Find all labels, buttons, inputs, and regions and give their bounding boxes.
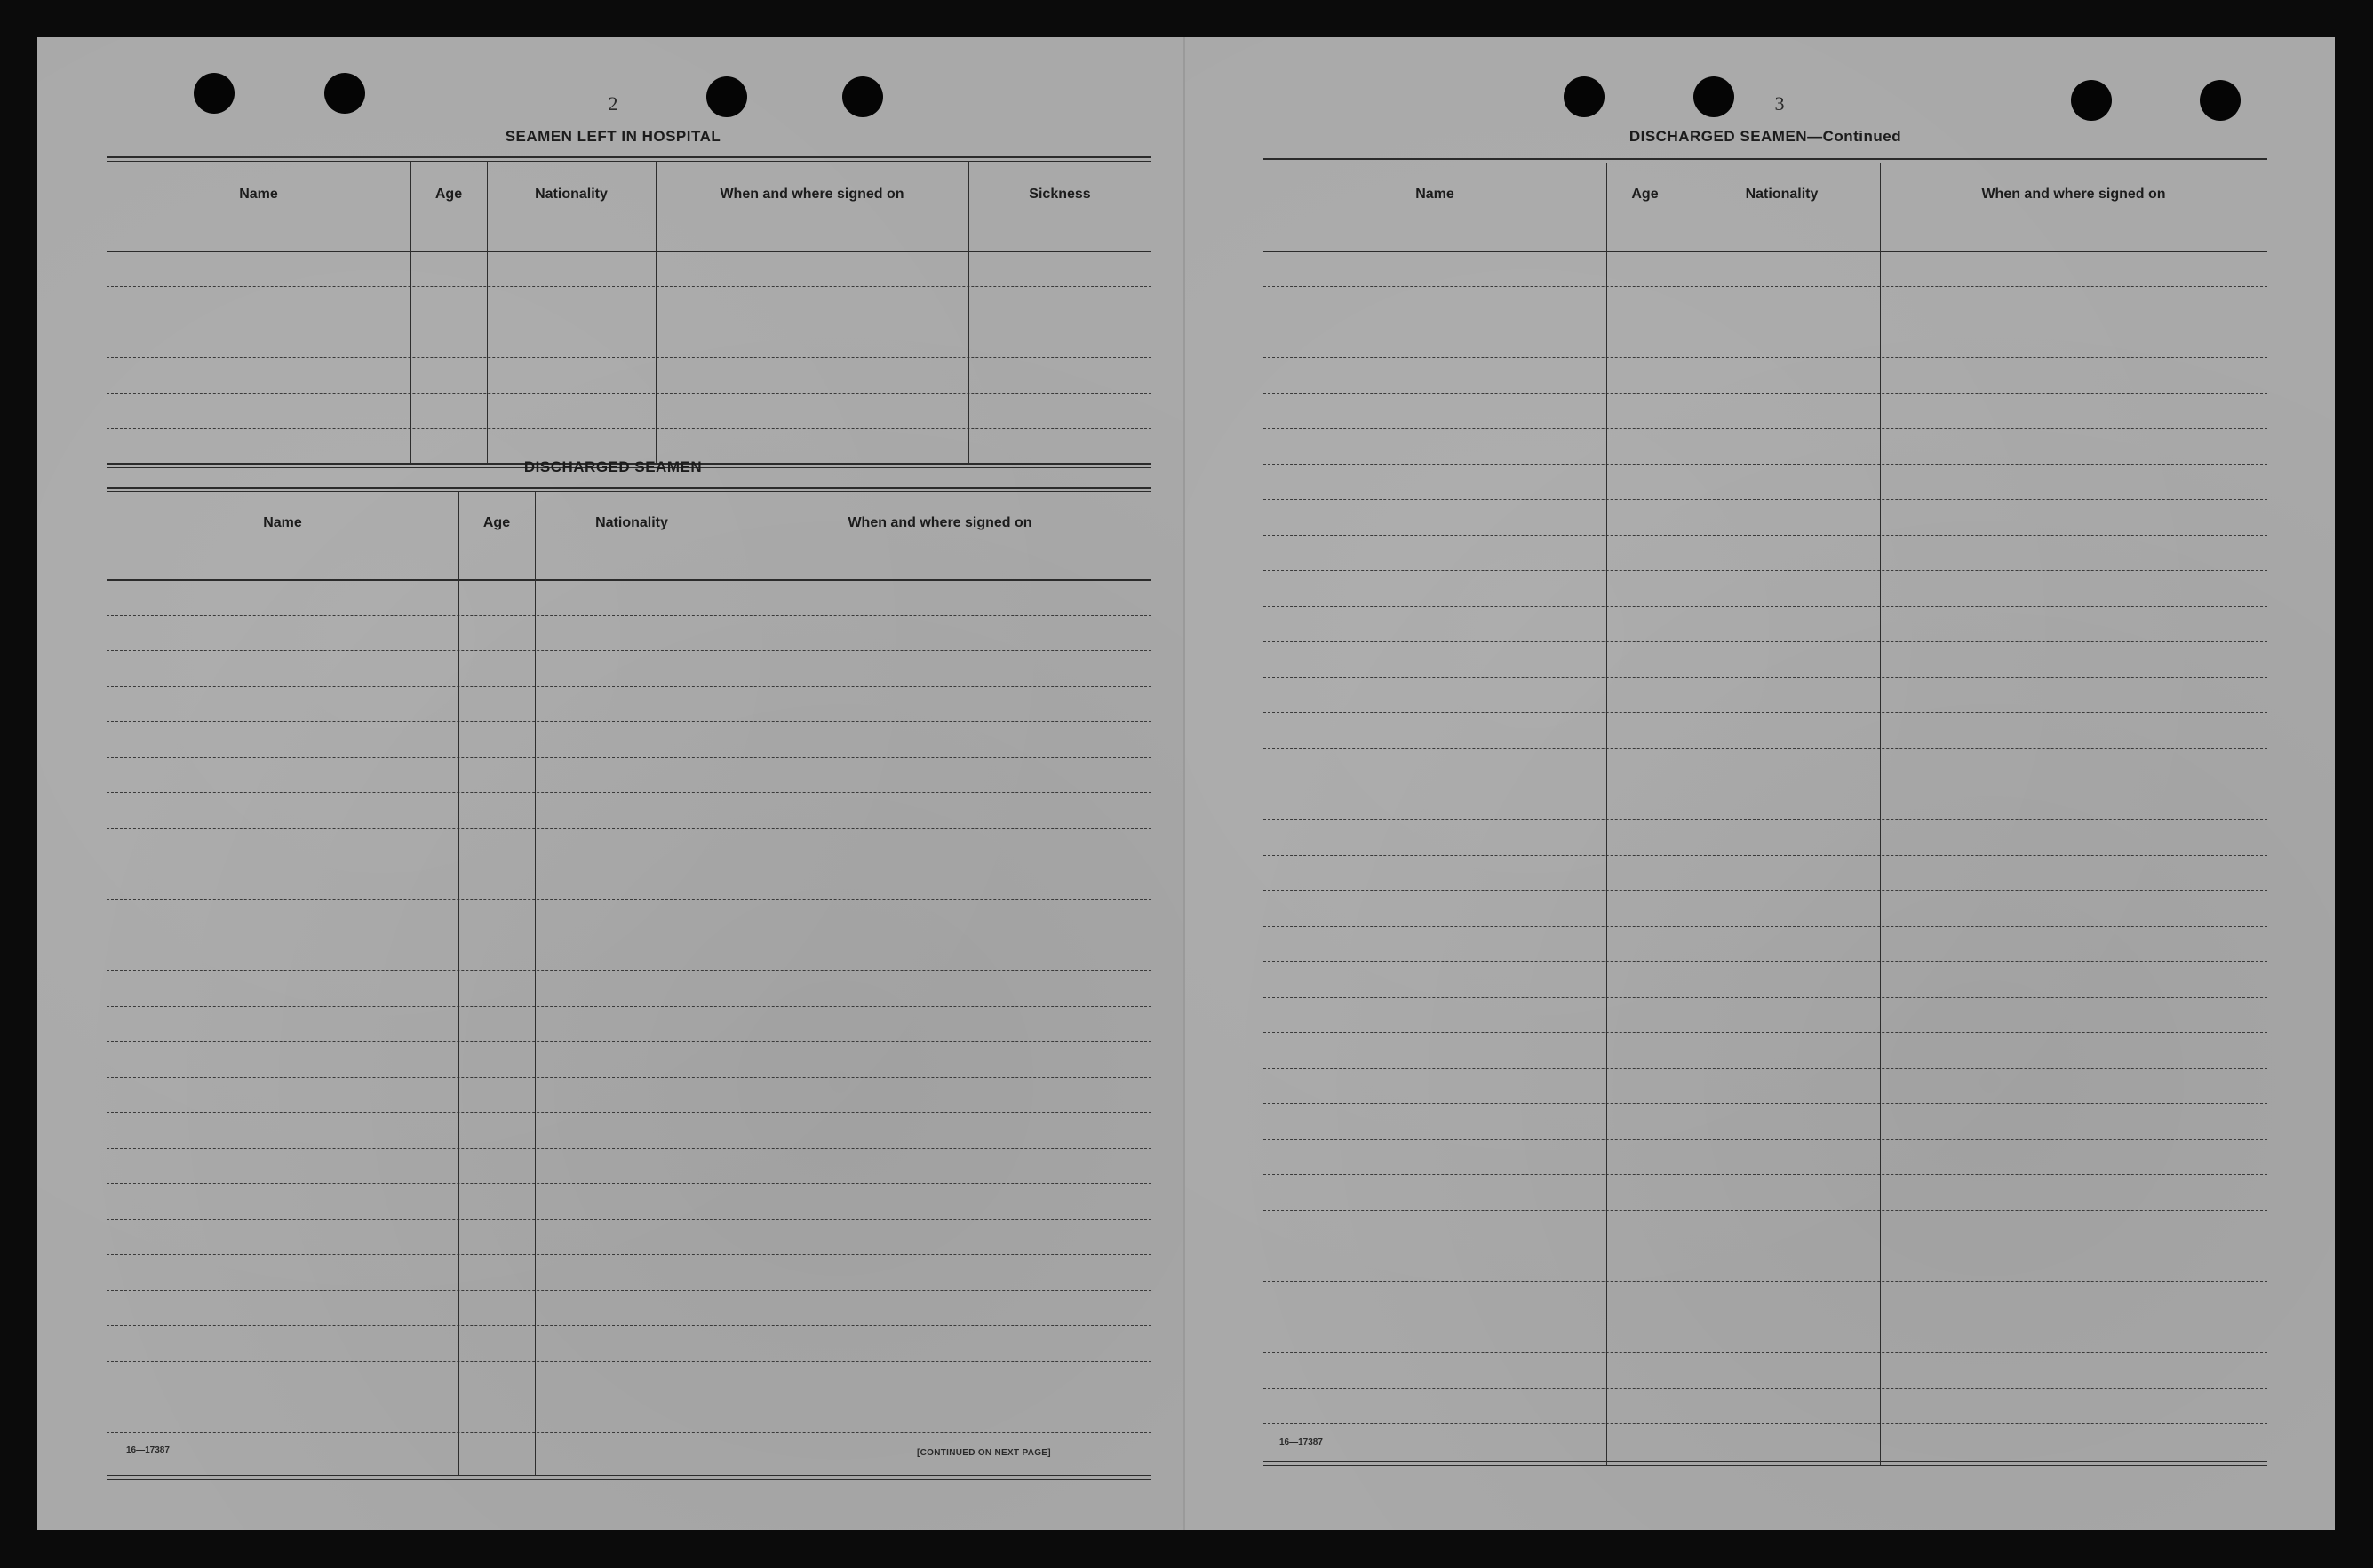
blank-row [1263,1068,2267,1069]
blank-row [107,357,1151,358]
column-header-signed-on: When and where signed on [720,187,904,202]
table-top-rule [107,487,1151,489]
column-header-age: Age [1631,187,1659,202]
left-page [37,37,1185,1530]
blank-row [107,428,1151,429]
form-code: 16—17387 [1279,1437,1323,1447]
column-header-signed-on: When and where signed on [848,515,1032,530]
column-divider [535,492,536,1475]
table-bottom-rule [1263,1461,2267,1462]
blank-row [1263,712,2267,713]
blank-row [1263,1139,2267,1140]
column-header-sickness: Sickness [1029,187,1091,202]
blank-row [107,899,1151,900]
discharged-rows [107,579,1151,1468]
blank-row [107,393,1151,394]
blank-row [1263,535,2267,536]
blank-row [107,970,1151,971]
column-header-nationality: Nationality [535,187,608,202]
blank-row [1263,1032,2267,1033]
punch-hole [842,76,883,117]
blank-row [107,1254,1151,1255]
blank-row [1263,1174,2267,1175]
discharged-section-title: DISCHARGED SEAMEN [523,458,703,475]
punch-hole [194,73,235,114]
punch-hole [1564,76,1605,117]
column-divider [1880,163,1881,1466]
column-header-name: Name [263,515,302,530]
form-code: 16—17387 [126,1445,170,1455]
blank-row [107,1361,1151,1362]
blank-row [107,757,1151,758]
blank-row [1263,677,2267,678]
blank-row [1263,1352,2267,1353]
blank-row [1263,1388,2267,1389]
blank-row [1263,1103,2267,1104]
blank-row [1263,819,2267,820]
continued-note: [CONTINUED ON NEXT PAGE] [917,1448,1051,1458]
table-top-rule [107,156,1151,158]
table-top-rule [107,161,1151,162]
column-divider [968,162,969,463]
blank-row [107,1219,1151,1220]
page-number: 2 [608,92,618,115]
column-divider [458,492,459,1475]
column-divider [410,162,411,463]
blank-row [107,1112,1151,1113]
blank-row [107,721,1151,722]
punch-hole [2071,80,2112,121]
blank-row [1263,641,2267,642]
section-title-suffix: —Continued [1807,128,1902,145]
blank-row [107,792,1151,793]
blank-row [1263,890,2267,891]
blank-row [107,1041,1151,1042]
column-header-age: Age [482,515,511,530]
discharged-continued-title [1263,128,2267,146]
blank-row [1263,357,2267,358]
punch-hole [2200,80,2241,121]
blank-row [107,286,1151,287]
column-divider [487,162,488,463]
blank-row [1263,464,2267,465]
punch-hole [1693,76,1734,117]
punch-hole [706,76,747,117]
blank-row [1263,286,2267,287]
blank-row [107,1183,1151,1184]
column-divider [1606,163,1607,1466]
discharged-table [107,487,1151,1482]
blank-row [1263,1281,2267,1282]
blank-row [107,1148,1151,1149]
blank-row [1263,393,2267,394]
blank-row [1263,748,2267,749]
blank-row [107,686,1151,687]
column-header-age: Age [434,187,463,202]
blank-row [107,1325,1151,1326]
punch-hole [324,73,365,114]
hospital-section-title: SEAMEN LEFT IN HOSPITAL [505,128,721,145]
blank-row [1263,855,2267,856]
column-header-signed-on: When and where signed on [1981,187,2166,202]
table-bottom-rule [107,1479,1151,1480]
column-divider [656,162,657,463]
discharged-continued-table [1263,158,2267,1473]
blank-row [1263,1210,2267,1211]
column-header-name: Name [239,187,278,202]
column-header-name: Name [1415,187,1454,202]
section-title-text: DISCHARGED SEAMEN [1628,128,1808,145]
hospital-table [107,156,1151,476]
table-bottom-rule [107,1475,1151,1476]
right-page [1185,37,2335,1530]
blank-row [107,1077,1151,1078]
column-header-nationality: Nationality [1745,187,1819,202]
blank-row [107,828,1151,829]
discharged-rows [1263,251,2267,1459]
blank-row [107,1290,1151,1291]
blank-row [107,650,1151,651]
blank-row [107,615,1151,616]
blank-row [1263,570,2267,571]
blank-row [107,1006,1151,1007]
table-bottom-rule [1263,1465,2267,1466]
blank-row [1263,499,2267,500]
page-number: 3 [1774,92,1785,115]
blank-row [1263,926,2267,927]
table-top-rule [107,491,1151,492]
column-header-nationality: Nationality [595,515,668,530]
blank-row [1263,428,2267,429]
blank-row [1263,961,2267,962]
blank-row [107,1432,1151,1433]
hospital-rows [107,251,1151,464]
blank-row [1263,1423,2267,1424]
table-top-rule [1263,158,2267,160]
blank-row [1263,606,2267,607]
blank-row [1263,997,2267,998]
